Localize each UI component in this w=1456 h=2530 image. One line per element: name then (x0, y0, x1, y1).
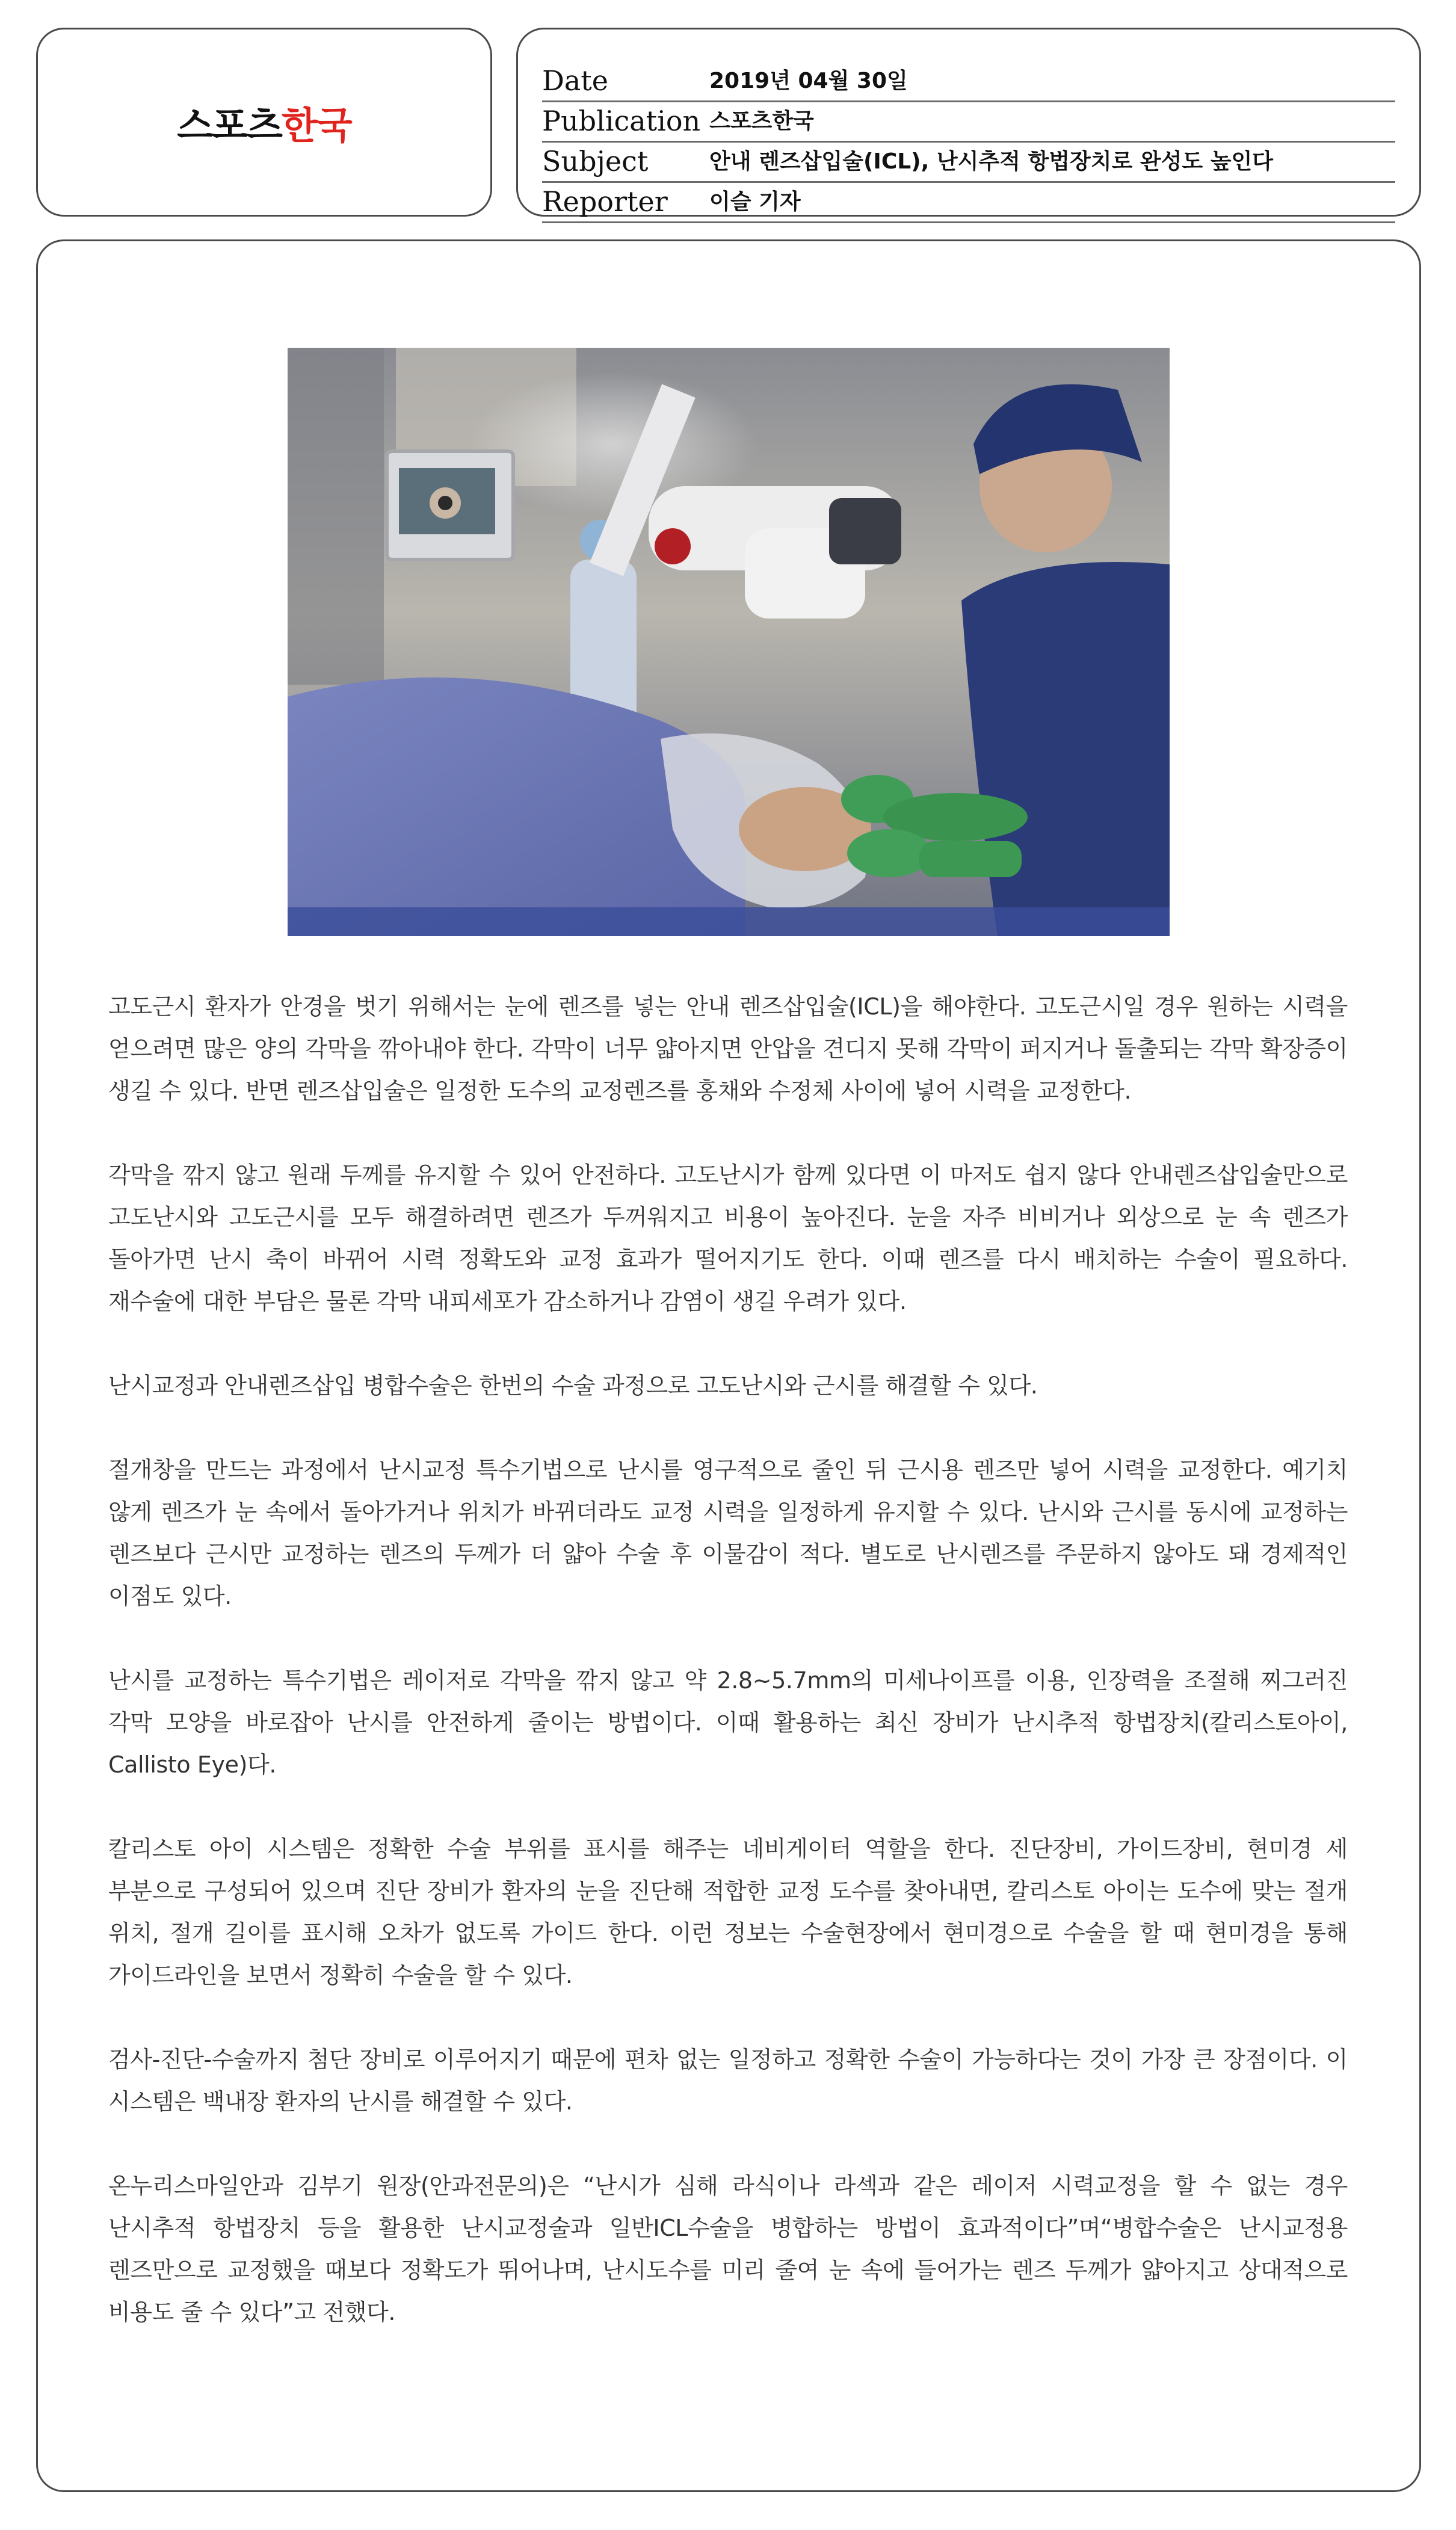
article-meta-box (516, 28, 1421, 217)
meta-label: Subject (542, 145, 649, 177)
article-paragraph: 각막을 깎지 않고 원래 두께를 유지할 수 있어 안전하다. 고도난시가 함께 있다면 이 마저도 쉽지 않다 안내렌즈삽입술만으로 고도난시와 고도근시를 모두 해결하려면 렌즈가 두꺼워지고 비용이 높아진다. 눈을 자주 비비거나 외상으로 눈 속 렌즈가 돌아가면 난시 축이 바뀌어 시력 정확도와 교정 효과가 떨어지기도 한다. 이때 렌즈를 다시 배치하는 수술이 필요하다. 재수술에 대한 부담은 물론 각막 내피세포가 감소하거나 감염이 생길 우려가 있다. (108, 1162, 1348, 1315)
meta-value-date: 2019년 04월 30일 (709, 69, 908, 93)
article-paragraph: 난시교정과 안내렌즈삽입 병합수술은 한번의 수술 과정으로 고도난시와 근시를 해결할 수 있다. (108, 1372, 1038, 1399)
meta-label: Reporter (542, 185, 668, 218)
meta-label: Publication (542, 105, 701, 137)
meta-value-reporter: 이슬 기자 (709, 190, 801, 214)
meta-row-publication (542, 101, 1395, 143)
publication-logo (38, 29, 490, 215)
meta-value-publication: 스포츠한국 (709, 109, 814, 134)
meta-value-subject: 안내 렌즈삽입술(ICL), 난시추적 항법장치로 완성도 높인다 (709, 149, 1274, 174)
article-text (108, 986, 1348, 2375)
article-paragraph: 검사-진단-수술까지 첨단 장비로 이루어지기 때문에 편차 없는 일정하고 정확한 수술이 가능하다는 것이 가장 큰 장점이다. 이 시스템은 백내장 환자의 난시를 해결할 수 있다. (108, 2046, 1348, 2115)
logo-text-primary: 스포츠 (177, 103, 282, 147)
meta-row-reporter (542, 182, 1395, 223)
article-paragraph: 칼리스토 아이 시스템은 정확한 수술 부위를 표시를 해주는 네비게이터 역할을 한다. 진단장비, 가이드장비, 현미경 세 부분으로 구성되어 있으며 진단 장비가 환자의 눈을 진단해 적합한 교정 도수를 찾아내면, 칼리스토 아이는 도수에 맞는 절개 위치, 절개 길이를 표시해 오차가 없도록 가이드 한다. 이런 정보는 수술현장에서 현미경으로 수술을 할 때 현미경을 통해 가이드라인을 보면서 정확히 수술을 할 수 있다. (108, 1836, 1348, 1989)
meta-row-date (542, 61, 1395, 102)
article-paragraph: 절개창을 만드는 과정에서 난시교정 특수기법으로 난시를 영구적으로 줄인 뒤 근시용 렌즈만 넣어 시력을 교정한다. 예기치 않게 렌즈가 눈 속에서 돌아가거나 위치가 바뀌더라도 교정 시력을 일정하게 유지할 수 있다. 난시와 근시를 동시에 교정하는 렌즈보다 근시만 교정하는 렌즈의 두께가 더 얇아 수술 후 이물감이 적다. 별도로 난시렌즈를 주문하지 않아도 돼 경제적인 이점도 있다. (108, 1457, 1348, 1609)
publication-logo-box (36, 28, 492, 217)
article-paragraph: 온누리스마일안과 김부기 원장(안과전문의)은 “난시가 심해 라식이나 라섹과 같은 레이저 시력교정을 할 수 없는 경우 난시추적 항법장치 등을 활용한 난시교정술과 일반ICL수술을 병합하는 방법이 효과적이다”며“병합수술은 난시교정용 렌즈만으로 교정했을 때보다 정확도가 뛰어나며, 난시도수를 미리 줄여 눈 속에 들어가는 렌즈 두께가 얇아지고 상대적으로 비용도 줄 수 있다”고 전했다. (108, 2173, 1348, 2325)
logo-text-accent: 한국 (281, 103, 351, 147)
meta-row-subject (542, 141, 1395, 183)
meta-label: Date (542, 64, 609, 97)
article-paragraph: 고도근시 환자가 안경을 벗기 위해서는 눈에 렌즈를 넣는 안내 렌즈삽입술(ICL)을 해야한다. 고도근시일 경우 원하는 시력을 얻으려면 많은 양의 각막을 깎아내야 한다. 각막이 너무 얇아지면 안압을 견디지 못해 각막이 퍼지거나 돌출되는 각막 확장증이 생길 수 있다. 반면 렌즈삽입술은 일정한 도수의 교정렌즈를 홍채와 수정체 사이에 넣어 시력을 교정한다. (108, 993, 1348, 1104)
surgery-photo (288, 348, 1170, 936)
article-paragraph: 난시를 교정하는 특수기법은 레이저로 각막을 깎지 않고 약 2.8~5.7mm의 미세나이프를 이용, 인장력을 조절해 찌그러진 각막 모양을 바로잡아 난시를 안전하게 줄이는 방법이다. 이때 활용하는 최신 장비가 난시추적 항법장치(칼리스토아이, Callisto Eye)다. (108, 1667, 1348, 1778)
